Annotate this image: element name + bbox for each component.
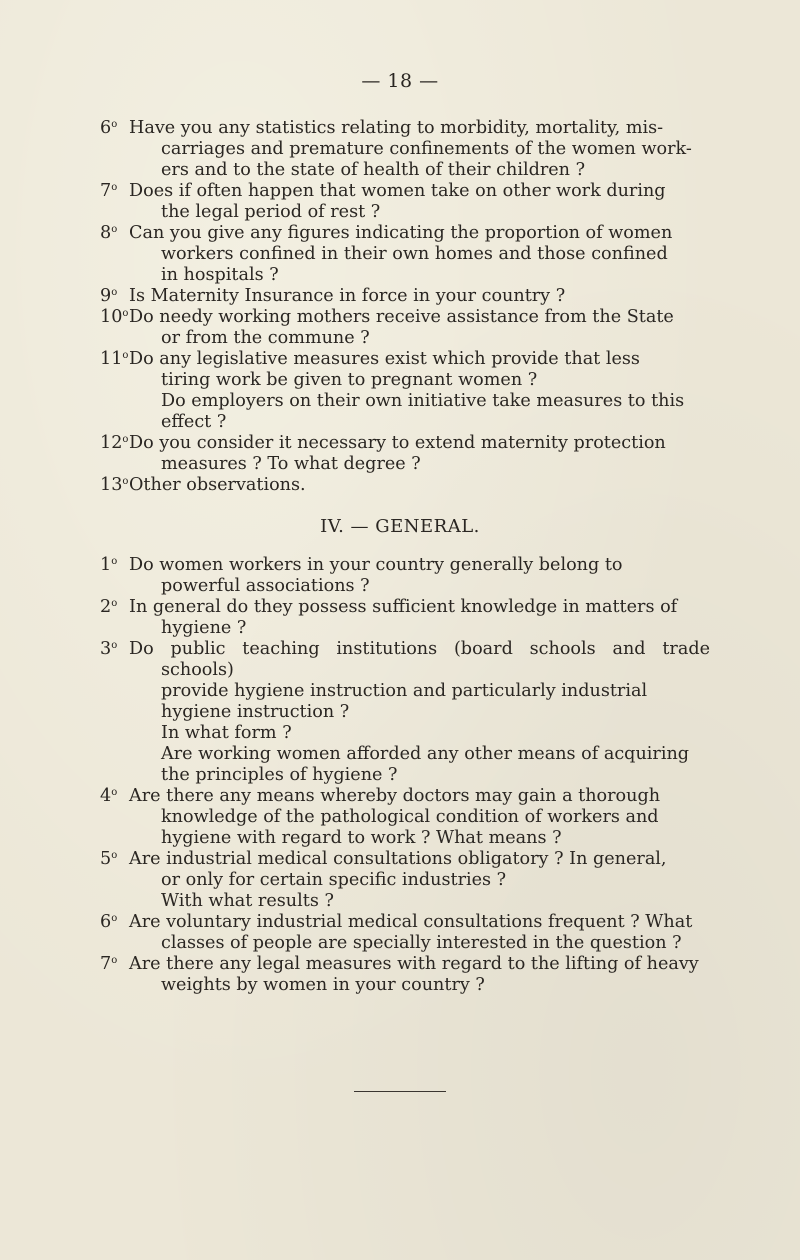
text-line: Are industrial medical consultations obligatory ? In general, xyxy=(129,849,667,869)
text-line: Do needy working mothers receive assistance from the State xyxy=(129,307,674,327)
section-iv-question-list xyxy=(100,555,710,996)
section-iii-question-list xyxy=(100,118,710,496)
question-number: 1$^o$ xyxy=(100,555,118,575)
text-line: With what results ? xyxy=(161,891,334,911)
section-iv-heading: IV. — GENERAL. xyxy=(320,516,480,537)
text-line: or from the commune ? xyxy=(161,328,370,348)
question-number: 13$^o$ xyxy=(100,475,129,495)
question-number: 6$^o$ xyxy=(100,912,118,932)
text-line: the principles of hygiene ? xyxy=(161,765,398,785)
text-line: knowledge of the pathological condition of workers and xyxy=(161,807,659,827)
question-number: 9$^o$ xyxy=(100,286,118,306)
text-line: Do public teaching institutions (board schools and trade schools) xyxy=(129,639,710,680)
text-line: the legal period of rest ? xyxy=(161,202,381,222)
question-item xyxy=(100,555,710,597)
question-text xyxy=(129,223,710,286)
question-text xyxy=(129,954,710,996)
end-rule xyxy=(354,1091,446,1092)
question-number: 11$^o$ xyxy=(100,349,129,369)
question-item xyxy=(100,433,710,475)
text-line: Other observations. xyxy=(129,475,306,495)
text-line: In what form ? xyxy=(161,723,292,743)
question-number: 12$^o$ xyxy=(100,433,129,453)
question-text xyxy=(129,849,710,912)
text-line: ers and to the state of health of their children ? xyxy=(161,160,586,180)
question-item xyxy=(100,475,710,496)
text-line: workers confined in their own homes and those confined xyxy=(161,244,668,264)
question-item xyxy=(100,286,710,307)
question-number: 2$^o$ xyxy=(100,597,118,617)
question-number: 6$^o$ xyxy=(100,118,118,138)
text-line: classes of people are specially interested in the question ? xyxy=(161,933,682,953)
question-number: 10$^o$ xyxy=(100,307,129,327)
page-number: — 18 — xyxy=(361,70,439,92)
text-line: Have you any statistics relating to morbidity, mortality, mis- xyxy=(129,118,664,138)
text-line: provide hygiene instruction and particularly industrial xyxy=(161,681,648,701)
question-item xyxy=(100,786,710,849)
text-line: carriages and premature confinements of the women work- xyxy=(161,139,692,159)
question-item xyxy=(100,223,710,286)
question-item xyxy=(100,118,710,181)
text-line: Are voluntary industrial medical consultations frequent ? What xyxy=(129,912,693,932)
text-line: in hospitals ? xyxy=(161,265,279,285)
question-text xyxy=(129,639,710,786)
text-line: Do women workers in your country generally belong to xyxy=(129,555,623,575)
text-line: Does if often happen that women take on other work during xyxy=(129,181,666,201)
question-text xyxy=(129,307,710,349)
question-text xyxy=(129,349,710,433)
text-line: Are there any means whereby doctors may gain a thorough xyxy=(129,786,661,806)
text-line: Are there any legal measures with regard to the lifting of heavy xyxy=(129,954,699,974)
text-line: or only for certain specific industries ? xyxy=(161,870,507,890)
question-number: 7$^o$ xyxy=(100,954,118,974)
question-item xyxy=(100,639,710,786)
text-line: Are working women afforded any other means of acquiring xyxy=(161,744,690,764)
question-item xyxy=(100,954,710,996)
text-line: hygiene with regard to work ? What means ? xyxy=(161,828,562,848)
question-text xyxy=(129,118,710,181)
text-line: tiring work be given to pregnant women ? xyxy=(161,370,538,390)
question-item xyxy=(100,912,710,954)
text-line: In general do they possess sufficient knowledge in matters of xyxy=(129,597,678,617)
question-text xyxy=(129,181,710,223)
question-number: 5$^o$ xyxy=(100,849,118,869)
question-item xyxy=(100,597,710,639)
text-line: Do any legislative measures exist which provide that less xyxy=(129,349,640,369)
text-line: Can you give any figures indicating the proportion of women xyxy=(129,223,673,243)
question-number: 4$^o$ xyxy=(100,786,118,806)
question-text xyxy=(129,475,710,496)
text-line: weights by women in your country ? xyxy=(161,975,485,995)
question-text xyxy=(129,597,710,639)
text-line: Do you consider it necessary to extend maternity protection xyxy=(129,433,666,453)
text-line: powerful associations ? xyxy=(161,576,370,596)
question-number: 3$^o$ xyxy=(100,639,118,659)
question-number: 8$^o$ xyxy=(100,223,118,243)
question-item xyxy=(100,181,710,223)
question-item xyxy=(100,849,710,912)
question-text xyxy=(129,786,710,849)
question-number: 7$^o$ xyxy=(100,181,118,201)
question-text xyxy=(129,286,710,307)
question-item xyxy=(100,307,710,349)
text-line: hygiene instruction ? xyxy=(161,702,350,722)
question-text xyxy=(129,912,710,954)
text-line: effect ? xyxy=(161,412,227,432)
text-line: Is Maternity Insurance in force in your country ? xyxy=(129,286,566,306)
question-text xyxy=(129,555,710,597)
text-line: hygiene ? xyxy=(161,618,247,638)
text-line: Do employers on their own initiative take measures to this xyxy=(161,391,685,411)
question-text xyxy=(129,433,710,475)
question-item xyxy=(100,349,710,433)
text-line: measures ? To what degree ? xyxy=(161,454,421,474)
